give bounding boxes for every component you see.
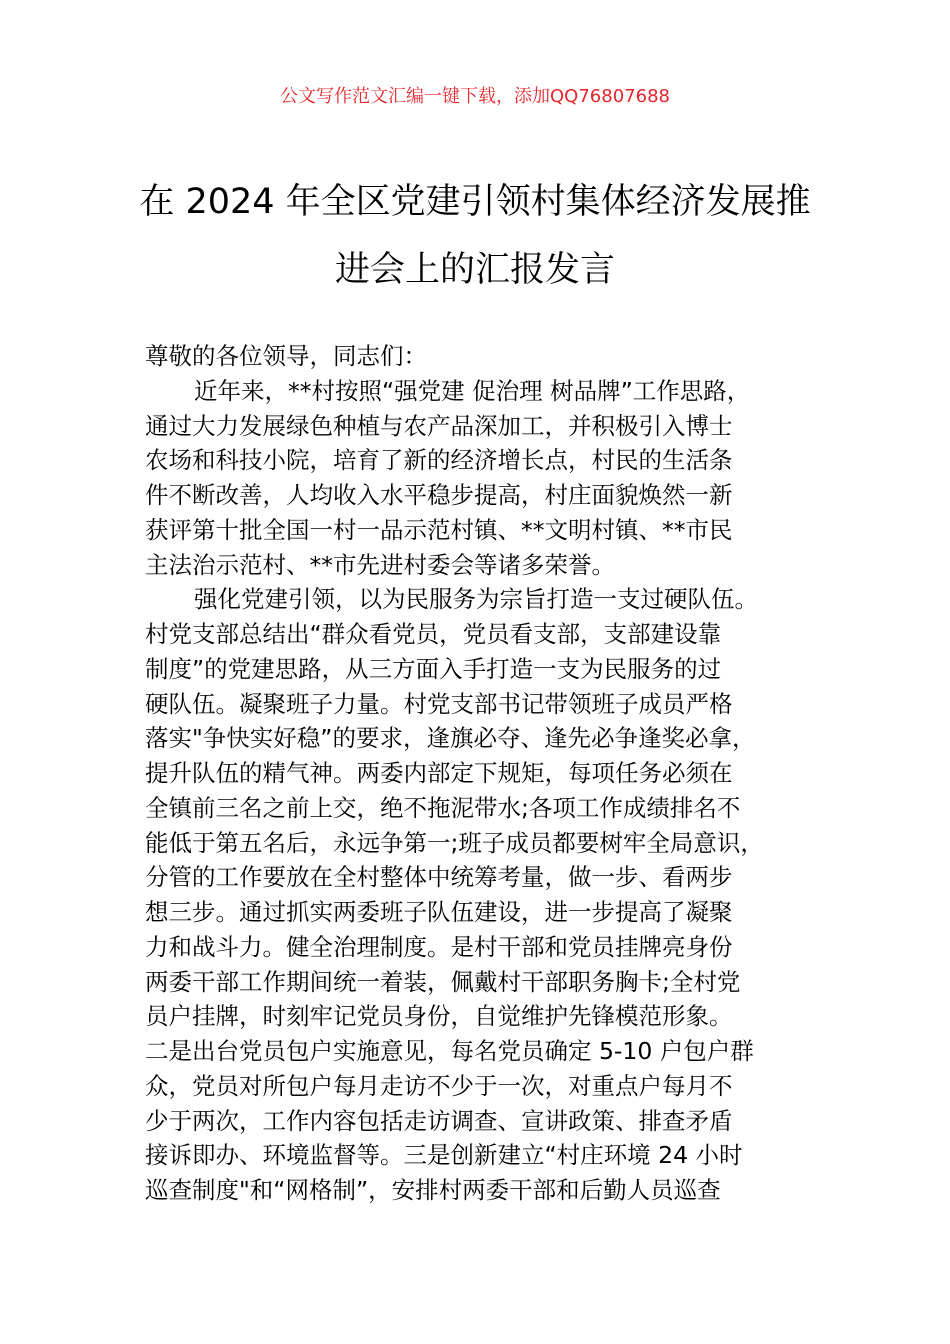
paragraph-line: 接诉即办、环境监督等。三是创新建立“村庄环境 24 小时 <box>145 1141 743 1170</box>
paragraph-line: 力和战斗力。健全治理制度。是村干部和党员挂牌亮身份 <box>145 932 733 961</box>
paragraph-line: 通过大力发展绿色种植与农产品深加工，并积极引入博士 <box>145 411 733 440</box>
paragraph-line: 近年来，**村按照“强党建 促治理 树品牌”工作思路， <box>194 376 751 405</box>
salutation: 尊敬的各位领导，同志们： <box>145 342 427 370</box>
paragraph-line: 获评第十批全国一村一品示范村镇、**文明村镇、**市民 <box>145 515 733 544</box>
document-title-line-2: 进会上的汇报发言 <box>334 250 615 290</box>
paragraph-line: 件不断改善，人均收入水平稳步提高，村庄面貌焕然一新 <box>145 481 733 509</box>
paragraph-line: 想三步。通过抓实两委班子队伍建设，进一步提高了凝聚 <box>145 898 733 926</box>
download-banner: 公文写作范文汇编一键下载，添加QQ76807688 <box>280 86 670 107</box>
document-body <box>145 339 845 1208</box>
paragraph-line: 强化党建引领，以为民服务为宗旨打造一支过硬队伍。 <box>194 585 758 614</box>
paragraph-line: 众，党员对所包户每月走访不少于一次，对重点户每月不 <box>145 1071 733 1100</box>
paragraph-line: 巡查制度"和“网格制”，安排村两委干部和后勤人员巡查 <box>145 1176 721 1204</box>
paragraph-line: 提升队伍的精气神。两委内部定下规矩，每项任务必须在 <box>145 759 733 787</box>
paragraph-line: 制度”的党建思路，从三方面入手打造一支为民服务的过 <box>145 654 722 683</box>
paragraph-line: 村党支部总结出“群众看党员，党员看支部，支部建设靠 <box>145 620 722 648</box>
paragraph-line: 少于两次，工作内容包括走访调查、宣讲政策、排查矛盾 <box>145 1106 733 1135</box>
paragraph-line: 能低于第五名后，永远争第一;班子成员都要树牢全局意识， <box>145 828 764 857</box>
paragraph-line: 全镇前三名之前上交，绝不拖泥带水;各项工作成绩排名不 <box>145 793 741 822</box>
paragraph-line: 二是出台党员包户实施意见，每名党员确定 5-10 户包户群 <box>145 1037 754 1065</box>
paragraph-line: 分管的工作要放在全村整体中统筹考量，做一步、看两步 <box>145 863 733 892</box>
paragraph-line: 落实"争快实好稳”的要求，逢旗必夺、逢先必争逢奖必拿， <box>145 724 756 753</box>
document-title-line-1: 在 2024 年全区党建引领村集体经济发展推 <box>139 182 811 222</box>
paragraph-line: 农场和科技小院，培育了新的经济增长点，村民的生活条 <box>145 446 733 475</box>
paragraph-line: 硬队伍。凝聚班子力量。村党支部书记带领班子成员严格 <box>145 689 733 718</box>
paragraph-line: 员户挂牌，时刻牢记党员身份，自觉维护先锋模范形象。 <box>145 1002 733 1031</box>
paragraph-line: 两委干部工作期间统一着装，佩戴村干部职务胸卡;全村党 <box>145 967 741 996</box>
paragraph-line: 主法治示范村、**市先进村委会等诸多荣誉。 <box>145 550 615 579</box>
